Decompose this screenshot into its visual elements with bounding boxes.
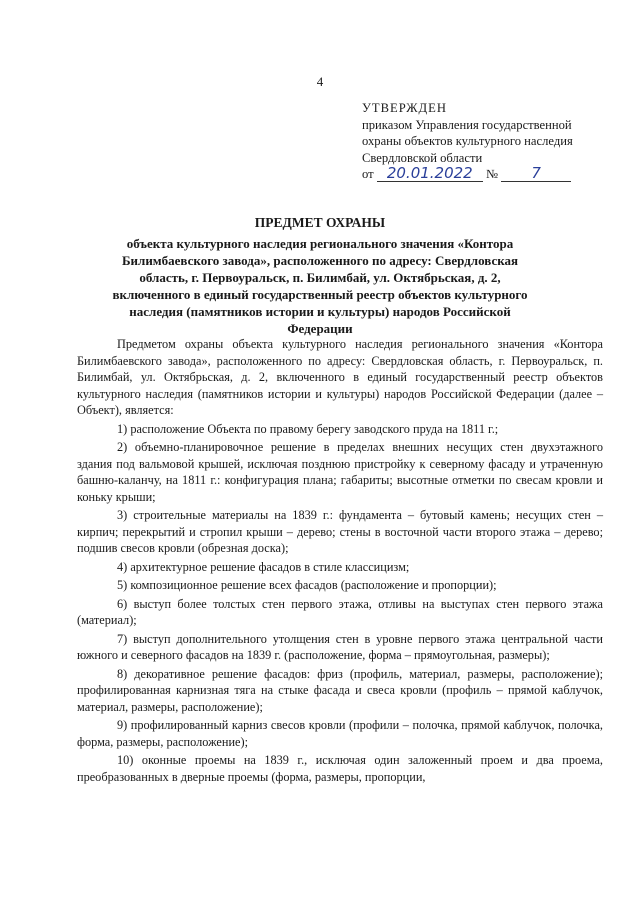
number-label: № [485,167,498,181]
list-item-7: 7) выступ дополнительного утолщения стен в уровне первого этажа центральной части южного и северного фасадов на 1839 г. (расположение, форма – прямоугольная, размеры); [77,631,603,662]
list-item-4: 4) архитектурное решение фасадов в стиле классицизм; [117,559,410,574]
number-field [501,166,571,182]
handwritten-number: 7 [531,164,541,182]
approval-line-department: охраны объектов культурного наследия [362,134,573,148]
document-heading [100,214,540,337]
approval-line-order: приказом Управления государственной [362,117,572,132]
list-item-10: 10) оконные проемы на 1839 г., исключая один заложенный проем и два проема, преобразованных в дверные проемы (форма, размеры, пропорции, [77,753,603,784]
page-number: 4 [316,74,324,89]
approval-line-region: Свердловской области [362,150,483,165]
approval-stamp [362,100,612,183]
list-item-6: 6) выступ более толстых стен первого этажа, отливы на выступах стен первого этажа (материал); [77,596,603,627]
document-subtitle: объекта культурного наследия регионального значения «Контора Билимбаевского завода», расположенного по адресу: Свердловская область, г. Первоуральск, п. Билимбай, ул. Октябрьская, д. 2, включенного в единый государственный реестр объектов культурного наследия (памятников истории и культуры) народов Российской Федерации [112,236,528,336]
document-body [77,336,603,785]
document-title: ПРЕДМЕТ ОХРАНЫ [254,215,386,230]
approval-date-line [362,166,612,183]
list-item-9: 9) профилированный карниз свесов кровли (профили – полочка, прямой каблучок, полочка, форма, размеры, расположение); [77,718,603,749]
date-prefix: от [362,167,374,181]
approval-title: УТВЕРЖДЕН [362,101,447,115]
list-item-3: 3) строительные материалы на 1839 г.: фундамента – бутовый камень; несущих стен – кирпич; перекрытий и стропил крыши – дерево; стены в восточной части второго этажа – дерево; подшив свесов кровли (обрезная доска); [77,508,603,555]
handwritten-date: 20.01.2022 [386,164,473,182]
list-item-1: 1) расположение Объекта по правому берегу заводского пруда на 1811 г.; [117,421,499,436]
list-item-5: 5) композиционное решение всех фасадов (расположение и пропорции); [117,578,497,592]
list-item-2: 2) объемно-планировочное решение в пределах внешних несущих стен двухэтажного здания под вальмовой крышей, исключая позднюю пристройку к северному фасаду и утраченную башню-каланчу, на 1811 г.: конфигурация плана; габариты; высотные отметки по свесам кровли и коньку крыши; [77,440,603,504]
date-field [377,166,483,182]
intro-paragraph: Предметом охраны объекта культурного наследия регионального значения «Контора Билимбаевского завода», расположенного по адресу: Свердловская область, г. Первоуральск, п. Билимбай, ул. Октябрьская, д. 2, включенного в единый государственный реестр объектов культурного наследия (памятников истории и культуры) народов Российской Федерации (далее – Объект), является: [77,337,603,417]
list-item-8: 8) декоративное решение фасадов: фриз (профиль, материал, размеры, расположение); профилированная карнизная тяга на стыке фасада и свеса кровли (профиль – прямой каблучок, материал, размеры, расположение); [77,666,603,714]
